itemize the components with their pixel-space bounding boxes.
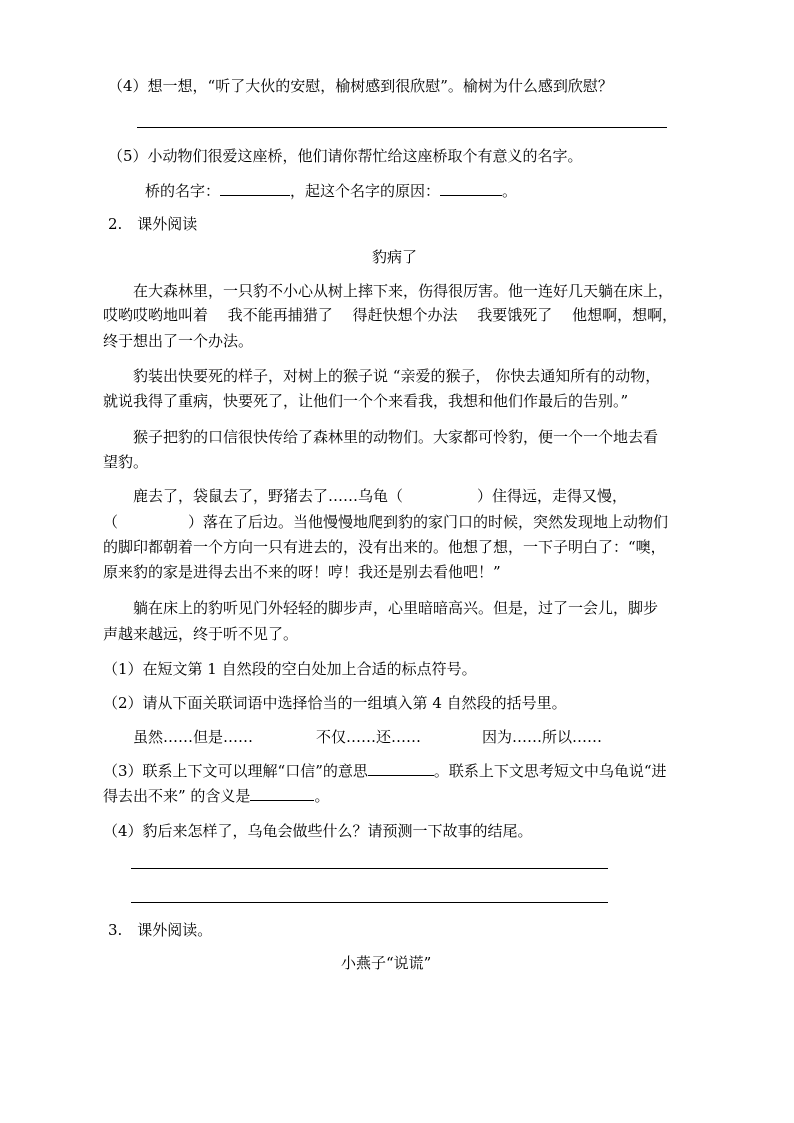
paragraph-3-line-1: 猴子把豹的口信很快传给了森林里的动物们。大家都可怜豹，便一个一个地去看 bbox=[133, 428, 659, 446]
end-mark: 。 bbox=[502, 182, 518, 200]
paragraph-4-line-1 bbox=[133, 486, 627, 506]
answer-line[interactable] bbox=[131, 902, 608, 903]
question-2-prompt: （2）请从下面关联词语中选择恰当的一组填入第 4 自然段的括号里。 bbox=[103, 694, 567, 712]
question-1-prompt: （1）在短文第 1 自然段的空白处加上合适的标点符号。 bbox=[103, 660, 477, 678]
paragraph-4-text: ）落在了后边。当他慢慢地爬到豹的家门口的时候，突然发现地上动物们 bbox=[188, 513, 669, 531]
implication-blank[interactable] bbox=[250, 786, 314, 801]
passage-title: 豹病了 bbox=[372, 248, 418, 266]
paragraph-4-text: 鹿去了，袋鼠去了，野猪去了……乌龟（ bbox=[133, 487, 404, 505]
section-2-heading: 2. 课外阅读 bbox=[108, 215, 198, 233]
option-2: 不仅……还…… bbox=[316, 728, 422, 746]
option-3: 因为……所以…… bbox=[482, 728, 603, 746]
meaning-blank[interactable] bbox=[368, 761, 434, 776]
question-4-prompt: （4）想一想，“听了大伙的安慰，榆树感到很欣慰”。榆树为什么感到欣慰？ bbox=[108, 77, 613, 95]
paragraph-5-line-1: 躺在床上的豹听见门外轻轻的脚步声，心里暗暗高兴。但是，过了一会儿，脚步 bbox=[133, 599, 659, 617]
question-3-line-2 bbox=[103, 786, 329, 806]
paragraph-3-line-2: 望豹。 bbox=[103, 453, 149, 471]
question-3-text: 得去出不来” 的含义是 bbox=[103, 787, 251, 805]
answer-line[interactable] bbox=[131, 868, 608, 869]
reason-label: ，起这个名字的原因： bbox=[290, 182, 441, 200]
paragraph-4-line-2 bbox=[103, 512, 668, 532]
question-5-prompt: （5）小动物们很爱这座桥，他们请你帮忙给这座桥取个有意义的名字。 bbox=[108, 147, 583, 165]
paragraph-4-line-3: 的脚印都朝着一个方向一只有进去的，没有出来的。他想了想，一下子明白了：“噢， bbox=[103, 538, 666, 556]
paragraph-4-line-4: 原来豹的家是进得去出不来的呀！哼！我还是别去看他吧！” bbox=[103, 563, 501, 581]
bridge-name-line bbox=[145, 181, 517, 201]
paragraph-2-line-1: 豹装出快要死的样子，对树上的猴子说 “亲爱的猴子， 你快去通知所有的动物， bbox=[133, 367, 661, 385]
passage-3-title: 小燕子“说谎” bbox=[341, 954, 432, 972]
option-1: 虽然……但是…… bbox=[133, 728, 254, 746]
paragraph-4-text: （ bbox=[103, 513, 119, 531]
question-3-text: 。联系上下文思考短文中乌龟说“进 bbox=[433, 762, 667, 780]
paragraph-2-line-2: 就说我得了重病，快要死了，让他们一个个来看我，我想和他们作最后的告别。” bbox=[103, 392, 629, 410]
question-3-text: 。 bbox=[314, 787, 330, 805]
question-3-line-1 bbox=[103, 761, 667, 781]
paragraph-4-text: ）住得远，走得又慢， bbox=[477, 487, 628, 505]
paragraph-1-line-1: 在大森林里，一只豹不小心从树上摔下来，伤得很厉害。他一连好几天躺在床上， bbox=[133, 282, 674, 300]
answer-line[interactable] bbox=[137, 127, 667, 128]
question-3-text: （3）联系上下文可以理解“口信”的意思 bbox=[103, 762, 368, 780]
reason-blank[interactable] bbox=[440, 181, 502, 196]
section-3-heading: 3. 课外阅读。 bbox=[108, 921, 213, 939]
bridge-name-blank[interactable] bbox=[220, 181, 290, 196]
paragraph-1-line-2: 哎哟哎哟地叫着 我不能再捕猎了 得赶快想个办法 我要饿死了 他想啊，想啊， bbox=[103, 306, 678, 324]
bridge-name-label: 桥的名字： bbox=[145, 182, 221, 200]
paragraph-5-line-2: 声越来越远，终于听不见了。 bbox=[103, 625, 299, 643]
question-4-prompt-2: （4）豹后来怎样了，乌龟会做些什么？请预测一下故事的结尾。 bbox=[103, 822, 533, 840]
paragraph-1-line-3: 终于想出了一个办法。 bbox=[103, 332, 254, 350]
